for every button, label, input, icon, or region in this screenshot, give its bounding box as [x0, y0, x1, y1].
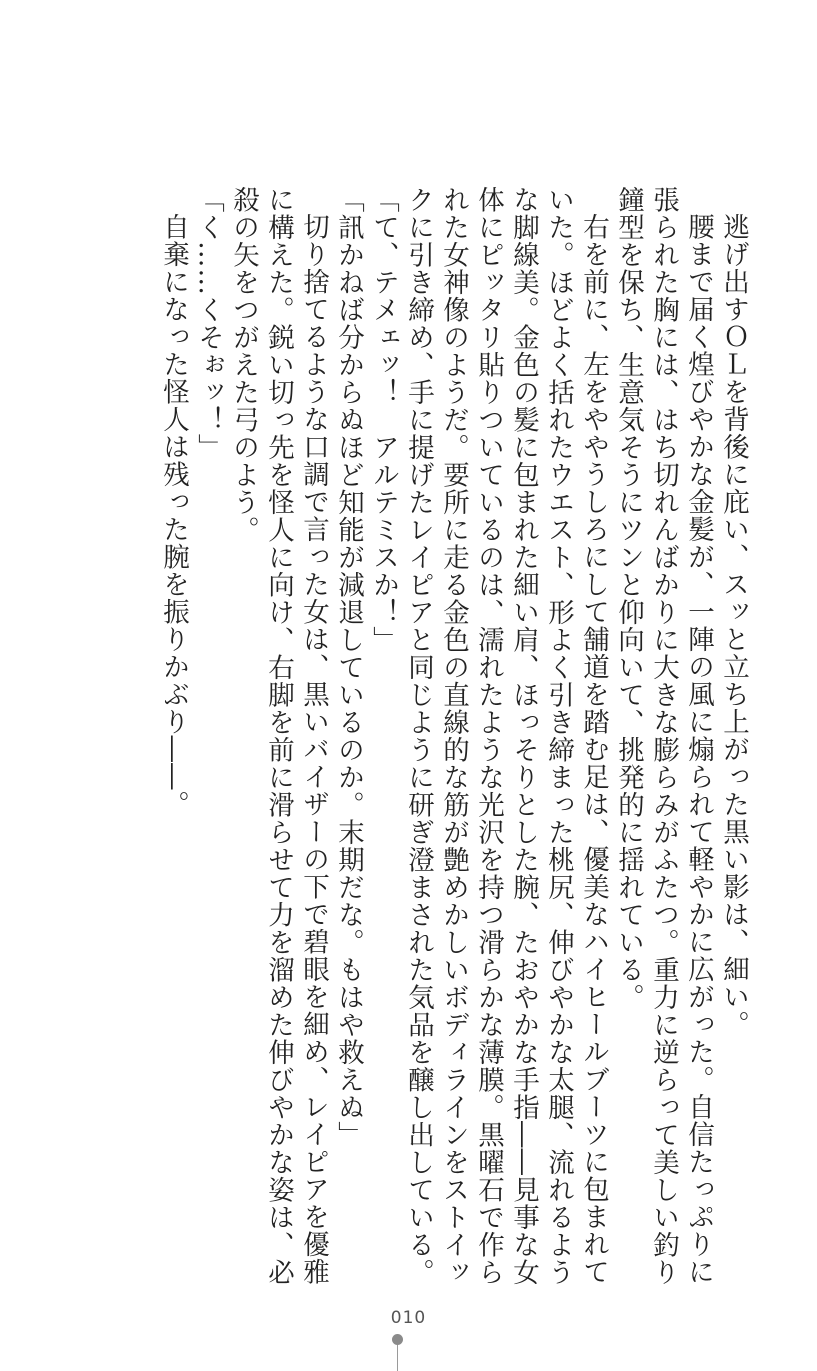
text-line: 張られた胸には、はち切れんばかりに大きな膨らみがふたつ。重力に逆らって美しい釣り: [648, 186, 679, 1286]
text-line: な脚線美。金色の髪に包まれた細い肩、ほっそりとした腕、たおやかな手指――見事な女: [508, 186, 539, 1286]
text-line: いた。ほどよく括れたウエスト、形よく引き締まった桃尻、伸びやかな太腿、流れるよう: [543, 186, 574, 1286]
text-line: 逃げ出すＯＬを背後に庇い、スッと立ち上がった黒い影は、細い。: [718, 212, 749, 1038]
page-number: 010: [390, 1308, 427, 1328]
dialogue-line: 「て、テメェッ！ アルテミスか！」: [368, 186, 399, 654]
text-line: 切り捨てるような口調で言った女は、黒いバイザーの下で碧眼を細め、レイピアを優雅: [298, 212, 329, 1285]
text-line: 鐘型を保ち、生意気そうにツンと仰向いて、挑発的に揺れている。: [613, 186, 644, 1011]
text-line: 右を前に、左をややうしろにして舗道を踏む足は、優美なハイヒールブーツに包まれて: [578, 212, 609, 1285]
dialogue-line: 「く……くそぉッ！」: [193, 186, 224, 461]
text-line: れた女神像のようだ。要所に走る金色の直線的な筋が艶めかしいボディラインをストイッ: [438, 186, 469, 1286]
text-line: クに引き締め、手に提げたレイピアと同じように研ぎ澄まされた気品を醸し出している。: [403, 186, 434, 1286]
text-line: に構えた。鋭い切っ先を怪人に向け、右脚を前に滑らせて力を溜めた伸びやかな姿は、必: [263, 186, 294, 1286]
folio-dot-ornament: [392, 1334, 403, 1345]
text-line: 腰まで届く煌びやかな金髪が、一陣の風に煽られて軽やかに広がった。自信たっぷりに: [683, 212, 714, 1285]
text-line: 体にピッタリ貼りついているのは、濡れたような光沢を持つ滑らかな薄膜。黒曜石で作ら: [473, 186, 504, 1286]
text-line: 殺の矢をつがえた弓のよう。: [228, 186, 259, 544]
dialogue-line: 「訊かねば分からぬほど知能が減退しているのか。末期だな。もはや救えぬ」: [333, 186, 364, 1149]
vertical-body-text: [156, 186, 751, 1286]
folio-line-ornament: [397, 1345, 398, 1371]
text-line: 自棄になった怪人は残った腕を振りかぶり――。: [158, 212, 189, 818]
